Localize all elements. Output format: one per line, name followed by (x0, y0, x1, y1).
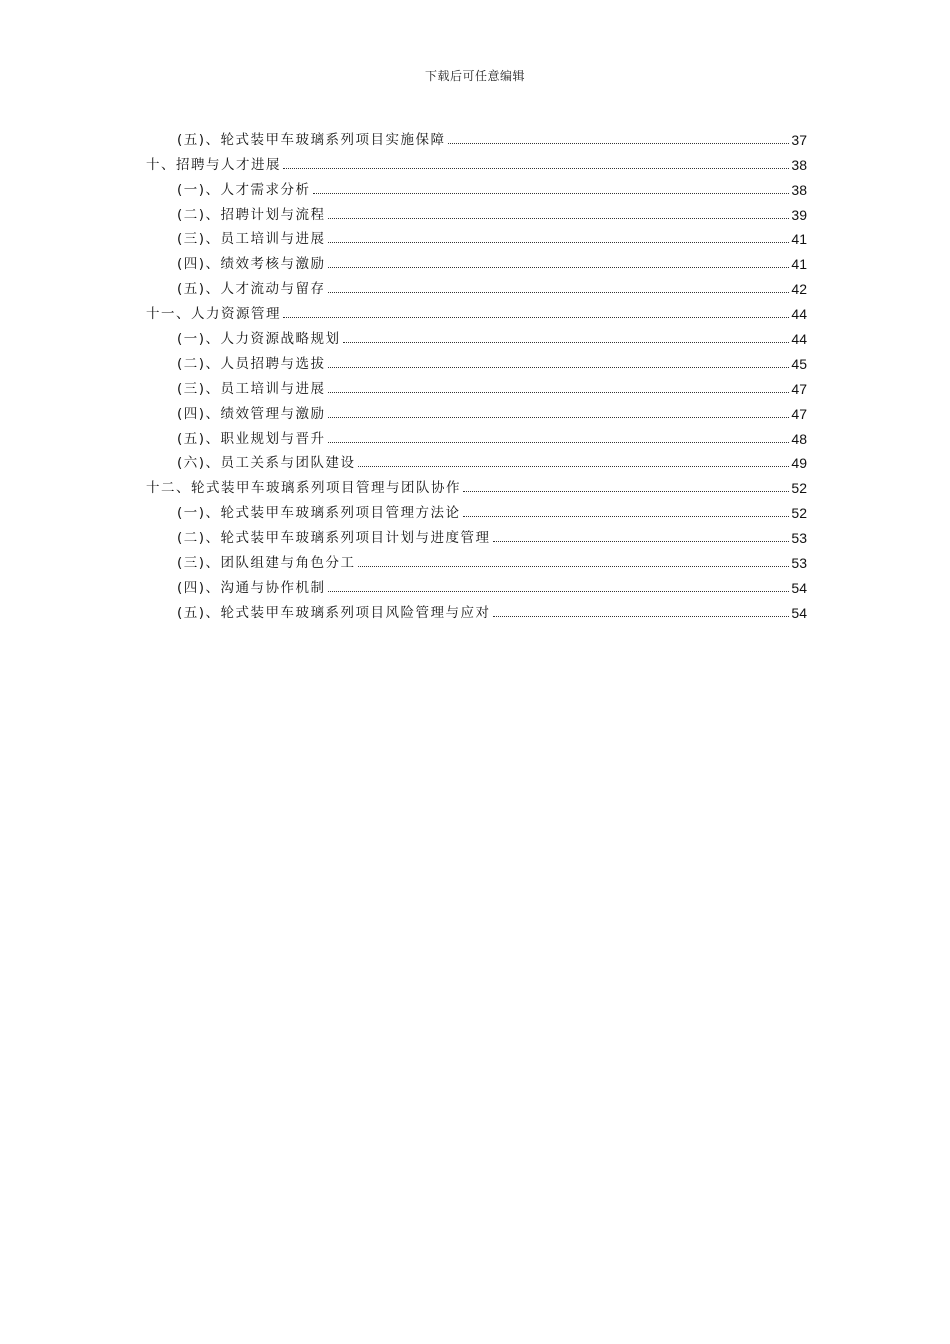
toc-entry-page: 44 (791, 306, 807, 323)
toc-leader-dots (463, 491, 789, 492)
toc-entry-title: (五)、轮式装甲车玻璃系列项目风险管理与应对 (177, 604, 491, 621)
toc-leader-dots (463, 516, 790, 517)
toc-entry[interactable] (0, 474, 807, 499)
toc-leader-dots (358, 466, 790, 467)
toc-entry-title: (三)、员工培训与进展 (177, 380, 326, 397)
toc-entry-title: (一)、人力资源战略规划 (177, 331, 341, 348)
toc-entry[interactable] (0, 350, 807, 375)
toc-leader-dots (283, 317, 789, 318)
toc-entry-title: (四)、绩效管理与激励 (177, 405, 326, 422)
toc-entry[interactable] (0, 275, 807, 300)
toc-entry-page: 41 (791, 231, 807, 248)
toc-entry-page: 42 (791, 281, 807, 298)
toc-entry-title: (二)、轮式装甲车玻璃系列项目计划与进度管理 (177, 530, 491, 547)
toc-leader-dots (283, 168, 789, 169)
toc-entry[interactable] (0, 400, 807, 425)
toc-entry-title: (五)、职业规划与晋升 (177, 430, 326, 447)
toc-entry-page: 45 (791, 355, 807, 372)
toc-entry-title: (二)、人员招聘与选拔 (177, 355, 326, 372)
table-of-contents (0, 126, 950, 624)
toc-entry-page: 54 (791, 579, 807, 596)
toc-entry-title: (一)、轮式装甲车玻璃系列项目管理方法论 (177, 505, 461, 522)
toc-leader-dots (448, 143, 790, 144)
toc-entry[interactable] (0, 226, 807, 251)
toc-leader-dots (328, 242, 790, 243)
toc-leader-dots (328, 267, 790, 268)
toc-entry[interactable] (0, 325, 807, 350)
toc-entry-title: (二)、招聘计划与流程 (177, 206, 326, 223)
toc-leader-dots (328, 442, 790, 443)
toc-entry-page: 44 (791, 331, 807, 348)
toc-entry[interactable] (0, 201, 807, 226)
toc-entry[interactable] (0, 250, 807, 275)
toc-entry-page: 41 (791, 256, 807, 273)
toc-entry-page: 52 (791, 480, 807, 497)
toc-leader-dots (328, 218, 790, 219)
toc-entry-title: 十一、人力资源管理 (146, 306, 281, 323)
toc-entry-page: 54 (791, 604, 807, 621)
toc-entry[interactable] (0, 375, 807, 400)
toc-entry[interactable] (0, 599, 807, 624)
toc-entry-title: (四)、绩效考核与激励 (177, 256, 326, 273)
toc-leader-dots (328, 591, 790, 592)
toc-entry[interactable] (0, 450, 807, 475)
toc-entry-page: 48 (791, 430, 807, 447)
toc-entry-page: 49 (791, 455, 807, 472)
toc-entry-page: 47 (791, 380, 807, 397)
toc-entry-title: (四)、沟通与协作机制 (177, 579, 326, 596)
toc-entry-page: 53 (791, 555, 807, 572)
toc-entry[interactable] (0, 425, 807, 450)
toc-entry-title: (五)、人才流动与留存 (177, 281, 326, 298)
toc-leader-dots (493, 541, 790, 542)
toc-leader-dots (328, 417, 790, 418)
toc-entry[interactable] (0, 499, 807, 524)
toc-entry-title: (六)、员工关系与团队建设 (177, 455, 356, 472)
toc-entry-page: 52 (791, 505, 807, 522)
toc-entry-title: 十二、轮式装甲车玻璃系列项目管理与团队协作 (146, 480, 461, 497)
toc-leader-dots (493, 616, 790, 617)
toc-entry-page: 39 (791, 206, 807, 223)
toc-entry-title: (三)、员工培训与进展 (177, 231, 326, 248)
toc-leader-dots (328, 367, 790, 368)
toc-entry-page: 38 (791, 156, 807, 173)
toc-entry-title: (五)、轮式装甲车玻璃系列项目实施保障 (177, 131, 446, 148)
toc-entry[interactable] (0, 176, 807, 201)
toc-entry[interactable] (0, 549, 807, 574)
toc-entry[interactable] (0, 300, 807, 325)
toc-entry-page: 47 (791, 405, 807, 422)
page-header: 下载后可任意编辑 (424, 69, 525, 83)
toc-entry-page: 38 (791, 181, 807, 198)
toc-entry-page: 37 (791, 131, 807, 148)
toc-leader-dots (343, 342, 790, 343)
toc-leader-dots (328, 292, 790, 293)
toc-entry[interactable] (0, 524, 807, 549)
toc-leader-dots (313, 193, 790, 194)
toc-entry-title: (三)、团队组建与角色分工 (177, 555, 356, 572)
toc-entry[interactable] (0, 151, 807, 176)
toc-entry-title: 十、招聘与人才进展 (146, 156, 281, 173)
toc-leader-dots (328, 392, 790, 393)
toc-entry-page: 53 (791, 530, 807, 547)
toc-leader-dots (358, 566, 790, 567)
toc-entry[interactable] (0, 126, 807, 151)
toc-entry[interactable] (0, 574, 807, 599)
toc-entry-title: (一)、人才需求分析 (177, 181, 311, 198)
